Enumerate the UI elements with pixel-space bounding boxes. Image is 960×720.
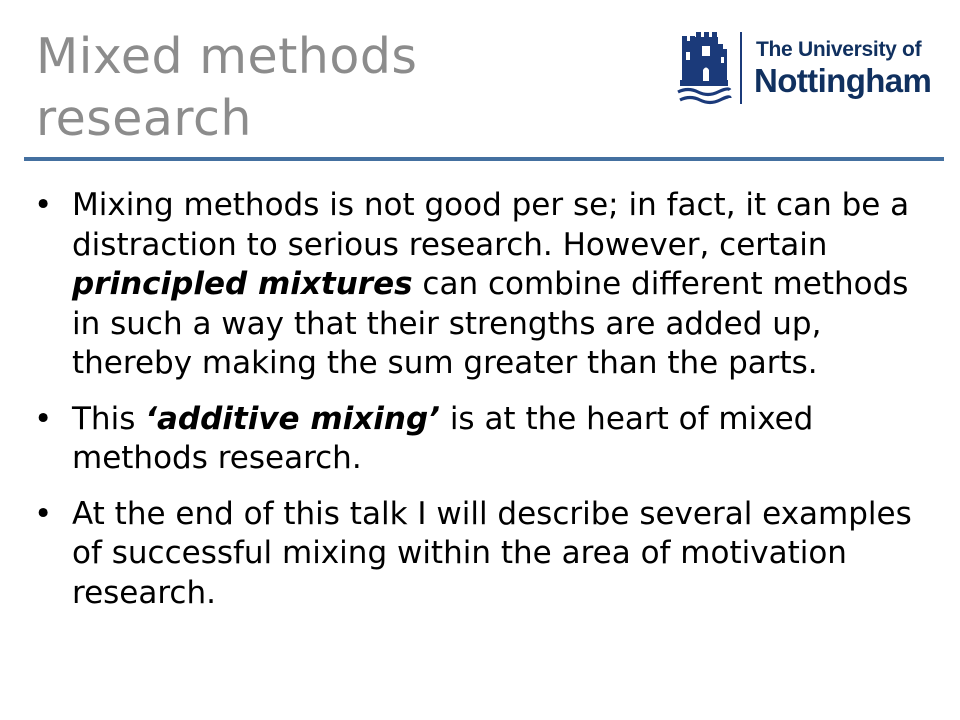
bullet-item <box>30 186 930 384</box>
bullet-list <box>30 186 930 629</box>
university-logo <box>676 30 936 110</box>
bullet-text-continued: can combine different methods in such a way that their strengths are added up, thereby making the sum greater than the parts. <box>72 266 909 381</box>
bullet-text: Mixing methods is not good per se; in fact, it can be a distraction to serious research. However, certain <box>72 187 910 263</box>
logo-university-of: The University of <box>756 38 922 61</box>
logo-nottingham: Nottingham <box>754 62 932 99</box>
bullet-text-continued: is at the heart of mixed methods research. <box>72 400 814 476</box>
title-line-1: Mixed methods <box>36 28 418 85</box>
bullet-marker: • <box>34 400 53 437</box>
bullet-text: At the end of this talk I will describe several examples of successful mixing within the area of motivation research. <box>72 495 912 611</box>
title-divider <box>24 157 944 161</box>
title-line-2: research <box>36 90 252 147</box>
bullet-marker: • <box>34 187 53 223</box>
bullet-item <box>30 495 930 614</box>
bullet-marker: • <box>34 495 53 532</box>
bullet-emphasis: ‘additive mixing’ <box>145 400 440 437</box>
bullet-text: This <box>72 400 146 437</box>
logo-divider <box>740 32 742 104</box>
castle-crest-icon <box>676 30 732 106</box>
bullet-emphasis: principled mixtures <box>72 266 413 302</box>
bullet-item <box>30 400 930 479</box>
slide-title <box>36 26 596 150</box>
